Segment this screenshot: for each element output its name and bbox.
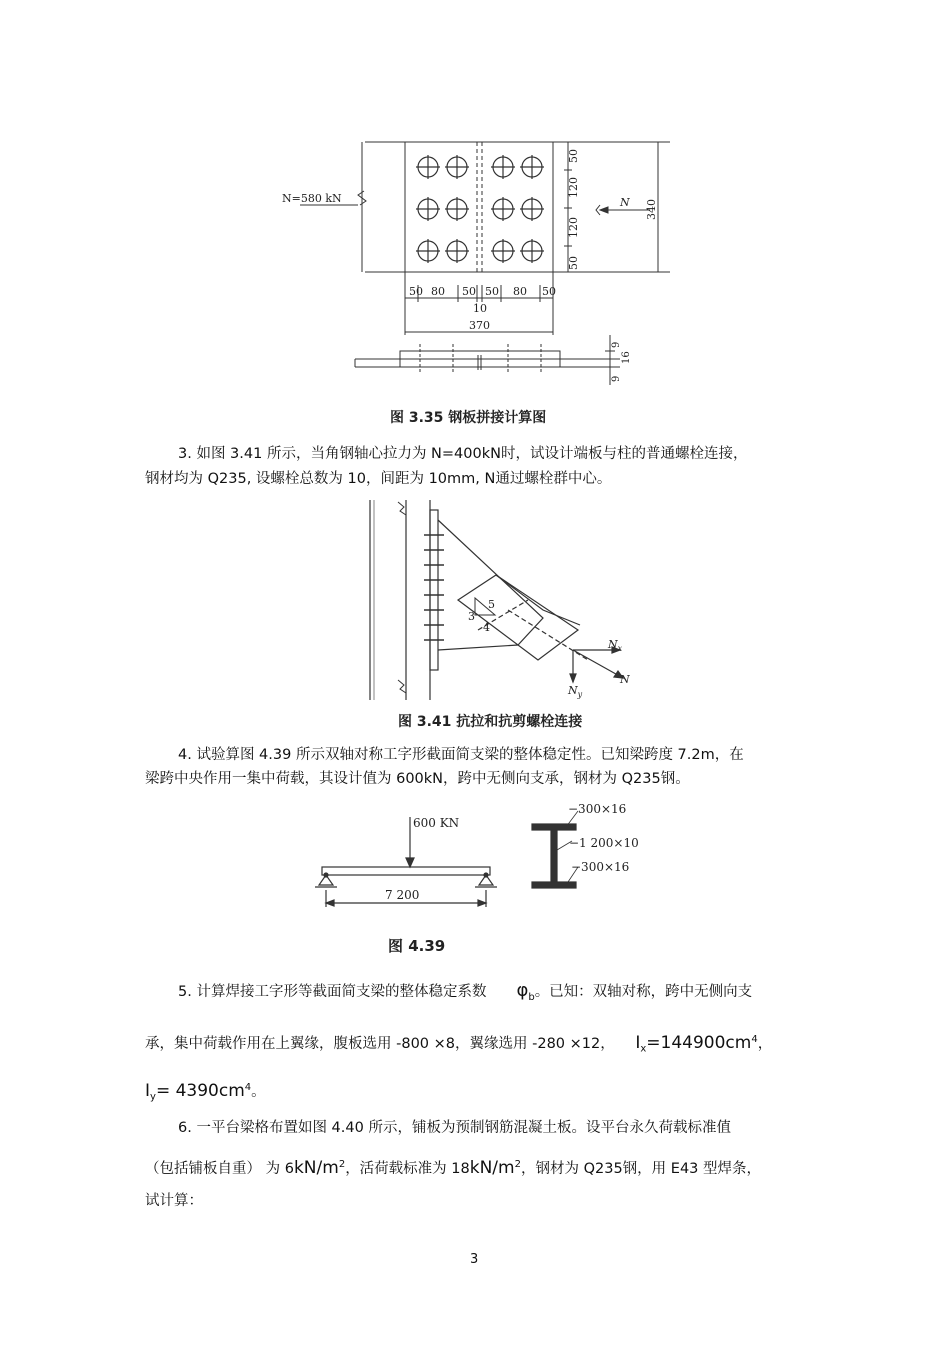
slope-5: 5	[488, 598, 495, 611]
figure-3-41	[358, 500, 648, 705]
force-ny-label: $N_y$	[568, 684, 583, 699]
q5-line-1: 5. 计算焊接工字形等截面简支梁的整体稳定系数 $\varphi_b$。已知：双轴对称，跨中无侧向支	[178, 980, 753, 1003]
force-left-label: N=580 kN	[282, 192, 342, 205]
figure-3-35-caption: 图 3.35 钢板拼接计算图	[390, 410, 547, 426]
bolt-connection-drawing	[358, 500, 648, 705]
dim-bottom-6: 50	[542, 285, 556, 298]
figure-3-35	[270, 130, 690, 430]
web-label: −1 200×10	[569, 836, 639, 850]
dim-right-1: 50	[567, 149, 580, 163]
q5-line-3: $I_y= 4390cm^4$。	[145, 1080, 266, 1103]
q6-line-3: 试计算：	[145, 1193, 203, 1209]
dim-bottom-5: 80	[513, 285, 527, 298]
dim-total-width: 370	[469, 319, 490, 332]
figure-3-41-caption: 图 3.41 抗拉和抗剪螺栓连接	[398, 714, 583, 730]
page-number: 3	[470, 1252, 479, 1267]
dim-bottom-4: 50	[485, 285, 499, 298]
slope-3: 3	[468, 610, 475, 623]
force-n-label: N	[620, 673, 630, 686]
load-label: 600 KN	[413, 816, 460, 830]
steel-plate-splice-drawing	[270, 130, 690, 430]
dim-right-4: 50	[567, 256, 580, 270]
thick-2: 16	[621, 351, 632, 364]
span-label: 7 200	[385, 888, 420, 902]
figure-4-39	[310, 795, 650, 920]
dim-bottom-3: 50	[462, 285, 476, 298]
figure-4-39-caption: 图 4.39	[388, 937, 446, 955]
dim-bottom-1: 50	[409, 285, 423, 298]
q3-line-2: 钢材均为 Q235, 设螺栓总数为 10，间距为 10mm, N通过螺栓群中心。	[145, 471, 612, 487]
thick-3: 9	[611, 375, 622, 382]
beam-drawing	[310, 795, 650, 920]
top-flange-label: −300×16	[568, 802, 627, 816]
phi-symbol: φ	[516, 980, 529, 1001]
force-nx-label: $N_x$	[608, 638, 623, 653]
q4-line-1: 4. 试验算图 4.39 所示双轴对称工字形截面简支梁的整体稳定性。已知梁跨度 7.2m，在	[178, 747, 744, 763]
q6-line-2: （包括铺板自重） 为 $6kN/m^2$，活荷载标准为 $18kN/m^2$，钢材为 Q235钢，用 E43 型焊条，	[145, 1157, 762, 1178]
q6-line-1: 6. 一平台梁格布置如图 4.40 所示，铺板为预制钢筋混凝土板。设平台永久荷载标准值	[178, 1120, 731, 1136]
q3-line-1: 3. 如图 3.41 所示，当角钢轴心拉力为 N=400kN时，试设计端板与柱的普通螺栓连接，	[178, 446, 748, 462]
dim-right-2: 120	[567, 177, 580, 198]
bottom-flange-label: −300×16	[571, 860, 630, 874]
dim-total-height: 340	[645, 199, 658, 220]
q5-line-2: 承，集中荷载作用在上翼缘，腹板选用 -800 ×8，翼缘选用 -280 ×12， $I_x=144900cm^4$，	[145, 1032, 773, 1055]
thick-1: 9	[611, 341, 622, 348]
dim-gap: 10	[473, 302, 487, 315]
dim-right-3: 120	[567, 217, 580, 238]
dim-bottom-2: 80	[431, 285, 445, 298]
slope-4: 4	[483, 621, 490, 634]
q4-line-2: 梁跨中央作用一集中荷载，其设计值为 600kN，跨中无侧向支承，钢材为 Q235钢。	[145, 771, 690, 787]
force-right-label: N	[620, 196, 630, 209]
